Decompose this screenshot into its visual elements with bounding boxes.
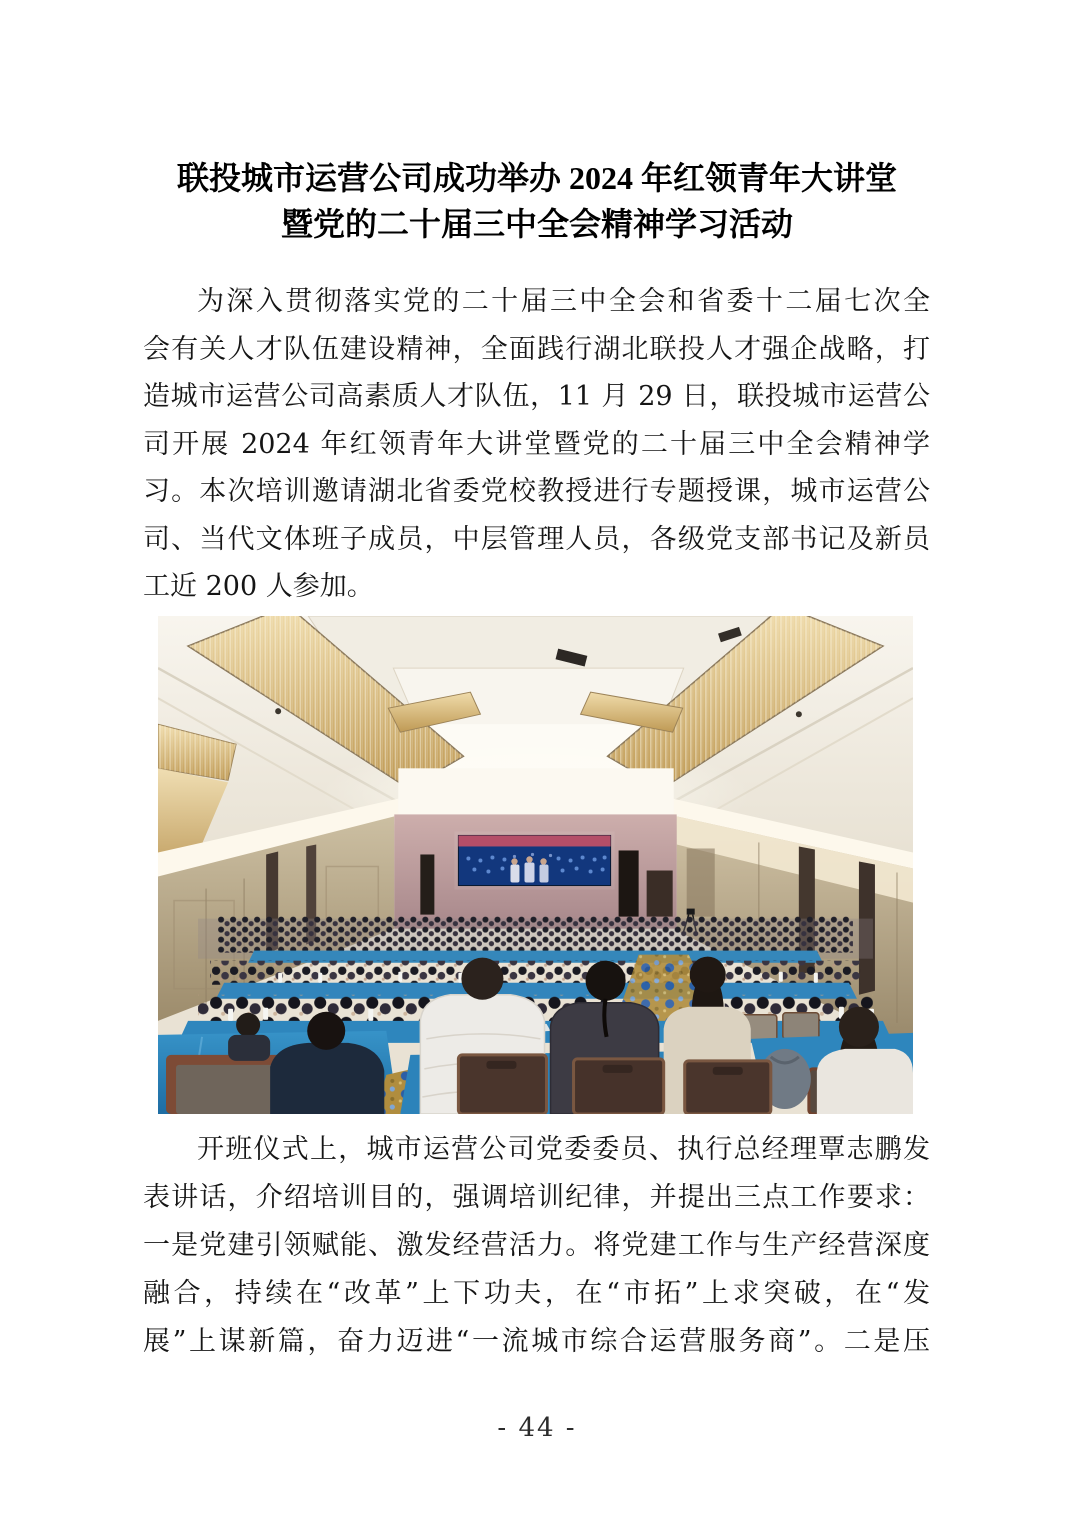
page-number: - 44 - xyxy=(497,1413,577,1443)
conference-photo-illustration xyxy=(158,616,913,1114)
person-navy-suit xyxy=(270,1043,384,1114)
conference-photo xyxy=(158,616,913,1114)
text-line: 为深入贯彻落实党的二十届三中全会和省委十二届七次全 xyxy=(197,286,930,317)
led-screen-banner xyxy=(458,835,610,846)
speaker-left xyxy=(420,854,434,914)
article-title-line2: 暨党的二十届三中全会精神学习活动 xyxy=(280,206,793,243)
text-line: 开班仪式上，城市运营公司党委委员、执行总经理覃志鹏发 xyxy=(197,1134,930,1165)
text-line: 会有关人才队伍建设精神，全面践行湖北联投人才强企战略，打 xyxy=(143,333,930,365)
paragraph-speech xyxy=(143,1126,930,1366)
foreground-chair-backs xyxy=(458,1055,770,1114)
text-line: 习。本次培训邀请湖北省委党校教授进行专题授课，城市运营公 xyxy=(143,476,930,507)
text-line: 司、当代文体班子成员，中层管理人员，各级党支部书记及新员 xyxy=(143,523,930,555)
article-title-line1: 联投城市运营公司成功举办 2024 年红领青年大讲堂 xyxy=(176,160,897,197)
paragraph-intro xyxy=(143,278,930,611)
person-white-jacket-right xyxy=(817,1049,913,1114)
article-title xyxy=(0,155,1074,247)
text-line: 表讲话，介绍培训目的，强调培训纪律，并提出三点工作要求： xyxy=(143,1182,930,1213)
text-line: 工近 200 人参加。 xyxy=(143,571,374,602)
text-line: 融合，持续在“改革”上下功夫，在“市拓”上求突破，在“发 xyxy=(143,1278,930,1309)
speaker-right xyxy=(619,850,639,916)
text-line: 展”上谋新篇，奋力迈进“一流城市综合运营服务商”。二是压 xyxy=(143,1326,930,1357)
text-line: 造城市运营公司高素质人才队伍，11 月 29 日，联投城市运营公 xyxy=(143,381,930,412)
text-line: 司开展 2024 年红领青年大讲堂暨党的二十届三中全会精神学 xyxy=(143,428,930,460)
text-line: 一是党建引领赋能、激发经营活力。将党建工作与生产经营深度 xyxy=(143,1230,930,1261)
